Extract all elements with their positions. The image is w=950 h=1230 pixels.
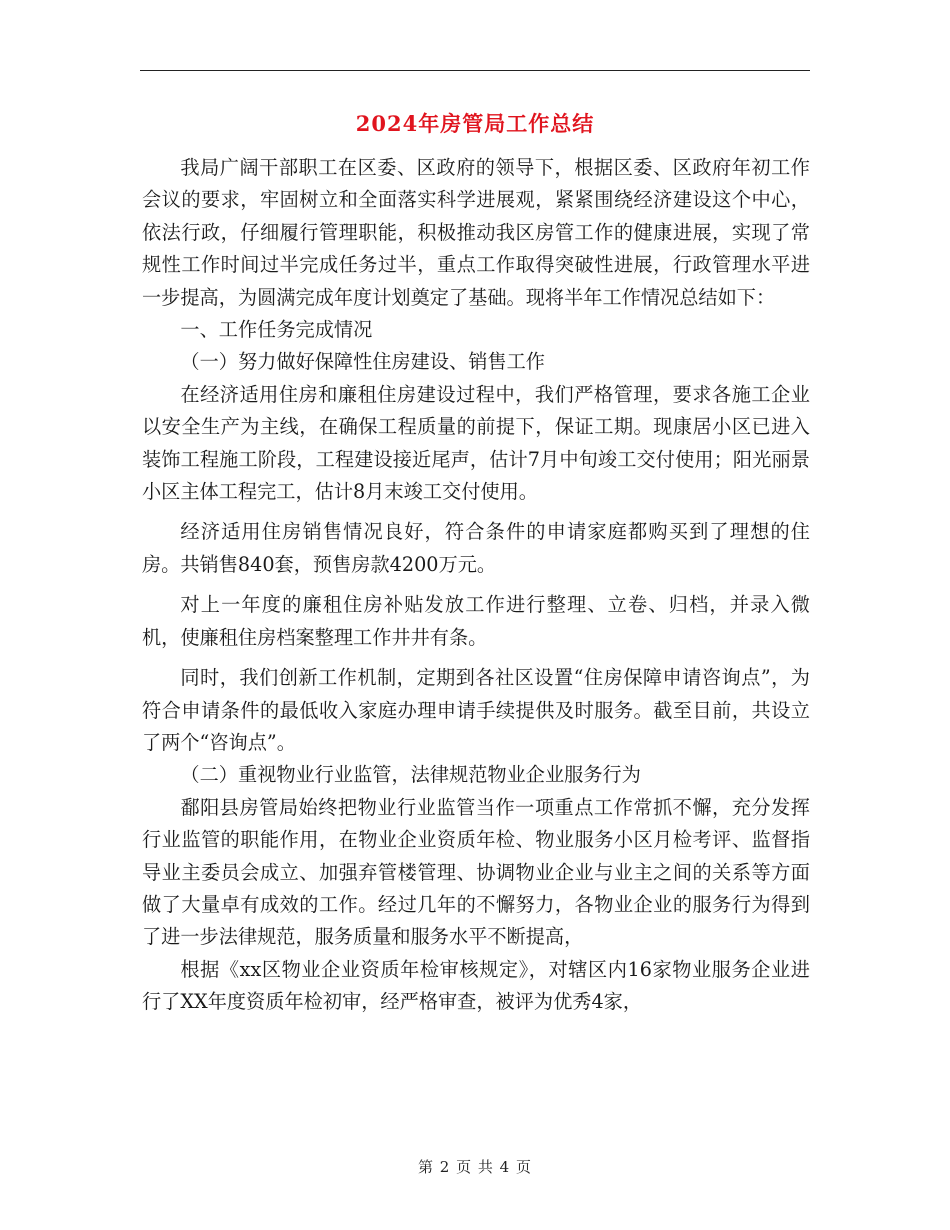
page-number: 第 2 页 共 4 页	[418, 1158, 532, 1176]
document-title: 2024年房管局工作总结	[355, 111, 595, 136]
section-heading-1: 一、工作任务完成情况	[180, 318, 373, 342]
paragraph-property-supervision: 鄱阳县房管局始终把物业行业监管当作一项重点工作常抓不懈，充分发挥行业监管的职能作用，在物业企业资质年检、物业服务小区月检考评、监督指导业主委员会成立、加强弃管楼管理、协调物业企业与业主之间的关系等方面做了大量卓有成效的工作。经过几年的不懈努力，各物业企业的服务行为得到了进一步法律规范，服务质量和服务水平不断提高，	[142, 795, 810, 949]
paragraph-subsidy-archive: 对上一年度的廉租住房补贴发放工作进行整理、立卷、归档，并录入微机，使廉租住房档案整理工作井井有条。	[142, 593, 810, 649]
document-body	[142, 152, 810, 1019]
paragraph-housing-construction: 在经济适用住房和廉租住房建设过程中，我们严格管理，要求各施工企业以安全生产为主线，在确保工程质量的前提下，保证工期。现康居小区已进入装饰工程施工阶段，工程建设接近尾声，估计7月中旬竣工交付使用；阳光丽景小区主体工程完工，估计8月末竣工交付使用。	[142, 382, 810, 504]
paragraph-intro: 我局广阔干部职工在区委、区政府的领导下，根据区委、区政府年初工作会议的要求，牢固树立和全面落实科学进展观，紧紧围绕经济建设这个中心，依法行政，仔细履行管理职能，积极推动我区房管工作的健康进展，实现了常规性工作时间过半完成任务过半，重点工作取得突破性进展，行政管理水平进一步提高，为圆满完成年度计划奠定了基础。现将半年工作情况总结如下：	[142, 156, 810, 309]
paragraph-housing-sales: 经济适用住房销售情况良好，符合条件的申请家庭都购买到了理想的住房。共销售840套，预售房款4200万元。	[142, 520, 810, 576]
paragraph-consult-points: 同时，我们创新工作机制，定期到各社区设置“住房保障申请咨询点”，为符合申请条件的最低收入家庭办理申请手续提供及时服务。截至目前，共设立了两个“咨询点”。	[142, 666, 810, 754]
paragraph-annual-inspection: 根据《xx区物业企业资质年检审核规定》，对辖区内16家物业服务企业进行了XX年度资质年检初审，经严格审查，被评为优秀4家，	[142, 957, 810, 1014]
subsection-heading-1: （一）努力做好保障性住房建设、销售工作	[180, 350, 545, 374]
subsection-heading-2: （二）重视物业行业监管，法律规范物业企业服务行为	[180, 763, 641, 787]
header-rule	[140, 70, 810, 71]
